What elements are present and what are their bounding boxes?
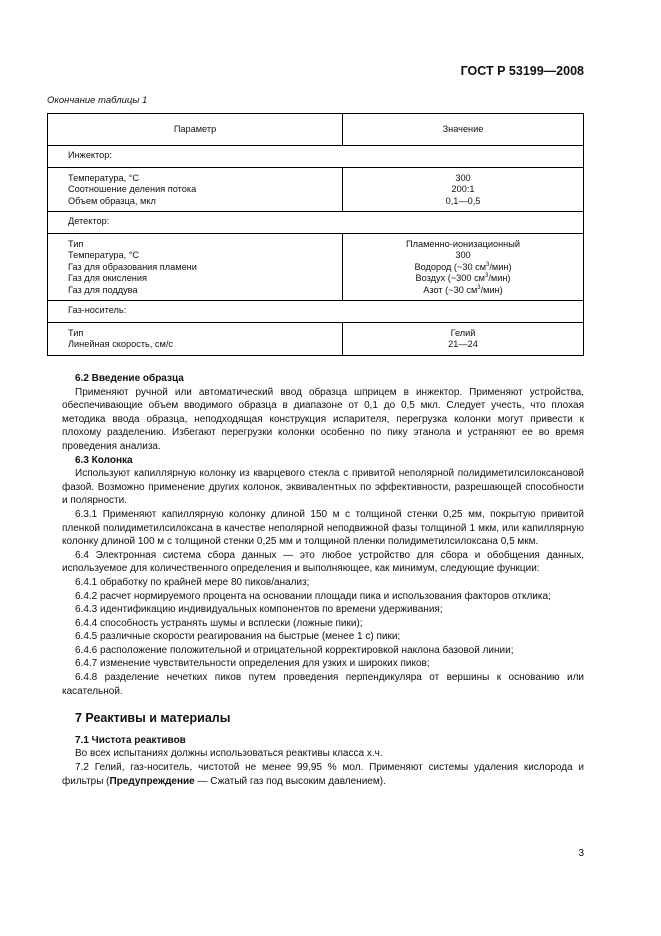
param-value: Водород (~30 $см^3/мин$) [414, 261, 512, 272]
document-id: ГОСТ Р 53199—2008 [460, 64, 584, 78]
injector-params [48, 167, 343, 212]
detector-params [48, 233, 343, 301]
list-item: 6.4.6 расположение положительной и отрицательной корректировкой наклона базовой линии; [75, 644, 514, 656]
parameters-table [47, 113, 584, 356]
param-value: 300 [455, 172, 471, 183]
table-caption: Окончание таблицы 1 [47, 95, 148, 106]
carrier-params [48, 322, 343, 355]
list-item: 6.4.1 обработку по крайней мере 80 пиков/анализ; [75, 576, 310, 588]
param-name: Тип [68, 327, 84, 338]
param-name: Газ для поддува [68, 284, 138, 295]
detector-values [343, 233, 584, 301]
param-name: Температура, °С [68, 250, 140, 260]
param-value: 21—24 [448, 339, 478, 349]
param-name: Объем образца, мкл [68, 195, 156, 206]
param-value: 200:1 [451, 184, 475, 194]
list-item: 6.4.7 изменение чувствительности определения для узких и широких пиков; [75, 658, 430, 670]
paragraph: Используют капиллярную колонку из кварцевого стекла с привитой неполярной полидиметилсилоксановой фазой. Возможно применение других колонок, эквивалентных по эффективности, разрешающей способности и полярности. [62, 468, 584, 507]
param-name: Газ для образования пламени [68, 261, 197, 272]
body-text [62, 372, 584, 788]
group-row-carrier-gas [48, 301, 584, 323]
section-heading-6-3: 6.3 Колонка [75, 454, 133, 466]
list-item: 6.4.2 расчет нормируемого процента на основании площади пика и использования факторов отклика; [75, 590, 551, 602]
param-value: Воздух (~300 $см^3/мин$) [415, 272, 511, 283]
paragraph: Применяют ручной или автоматический ввод образца шприцем в инжектор. Применяют устройства, обеспечивающие объем вводимого образца в диапазоне от 0,1 до 0,5 мкл. Следует учесть, что плохая методика ввода образца, неподходящая конструкция испарителя, перегрузка колонки могут привести к плохому разделению. Избегают перегрузки колонки особенно по пику этанола и устраняют ее во время проведения анализа. [62, 386, 584, 452]
param-name: Газ для окисления [68, 273, 147, 283]
paragraph-6-4: 6.4 Электронная система сбора данных — это любое устройство для сбора и обобщения данных, используемое для количественного определения и выполняющее, как минимум, следующие функции: [62, 549, 584, 575]
group-title-injector: Инжектор: [48, 146, 584, 168]
table-row-carrier-gas [48, 322, 584, 355]
group-row-detector [48, 212, 584, 234]
param-value: 0,1—0,5 [445, 195, 481, 206]
param-value: Азот (~30 $см^3/мин$) [423, 284, 503, 295]
list-item: 6.4.3 идентификацию индивидуальных компонентов по времени удерживания; [75, 604, 443, 616]
section-heading-7: 7 Реактивы и материалы [75, 711, 231, 726]
paragraph-7-2: 7.2 Гелий, газ-носитель, чистотой не менее 99,95 % мол. Применяют системы удаления кислорода и фильтры (Предупреждение — Сжатый газ под высоким давлением). [62, 762, 584, 787]
column-header-parameter: Параметр [48, 114, 343, 146]
table-row-detector [48, 233, 584, 301]
paragraph-6-3-1: 6.3.1 Применяют капиллярную колонку длиной 150 м с толщиной стенки 0,25 мм, покрытую привитой пленкой полидиметилсилоксана в качестве неполярной неподвижной фазы толщиной 1 мкм, или капиллярную колонку длиной 100 м с толщиной стенки 0,25 мм и толщиной пленки полидиметилсилоксана 0,5 мкм. [62, 508, 584, 548]
carrier-values [343, 322, 584, 355]
injector-values [343, 167, 584, 212]
param-value: Пламенно-ионизационный [406, 238, 520, 249]
section-heading-6-2: 6.2 Введение образца [75, 373, 184, 384]
param-name: Тип [68, 238, 84, 249]
paragraph: Во всех испытаниях должны использоваться реактивы класса х.ч. [75, 748, 383, 760]
group-row-injector [48, 146, 584, 168]
column-header-value: Значение [343, 114, 584, 146]
table-header-row [48, 114, 584, 146]
page-number: 3 [578, 848, 584, 859]
table-row-injector [48, 167, 584, 212]
list-item: 6.4.4 способность устранять шумы и всплески (ложные пики); [75, 617, 363, 629]
group-title-detector: Детектор: [48, 212, 584, 234]
section-heading-7-1: 7.1 Чистота реактивов [75, 734, 186, 746]
warning-label: Предупреждение [109, 775, 195, 787]
param-value: Гелий [450, 327, 476, 338]
param-name: Температура, °С [68, 172, 140, 183]
group-title-carrier-gas: Газ-носитель: [48, 301, 584, 323]
list-item: 6.4.5 различные скорости реагирования на быстрые (менее 1 с) пики; [75, 631, 401, 643]
param-value: 300 [455, 250, 471, 260]
list-item: 6.4.8 разделение нечетких пиков путем проведения перпендикуляра от вершины к основанию или касательной. [62, 672, 584, 697]
param-name: Линейная скорость, см/с [68, 339, 173, 349]
param-name: Соотношение деления потока [68, 184, 197, 194]
